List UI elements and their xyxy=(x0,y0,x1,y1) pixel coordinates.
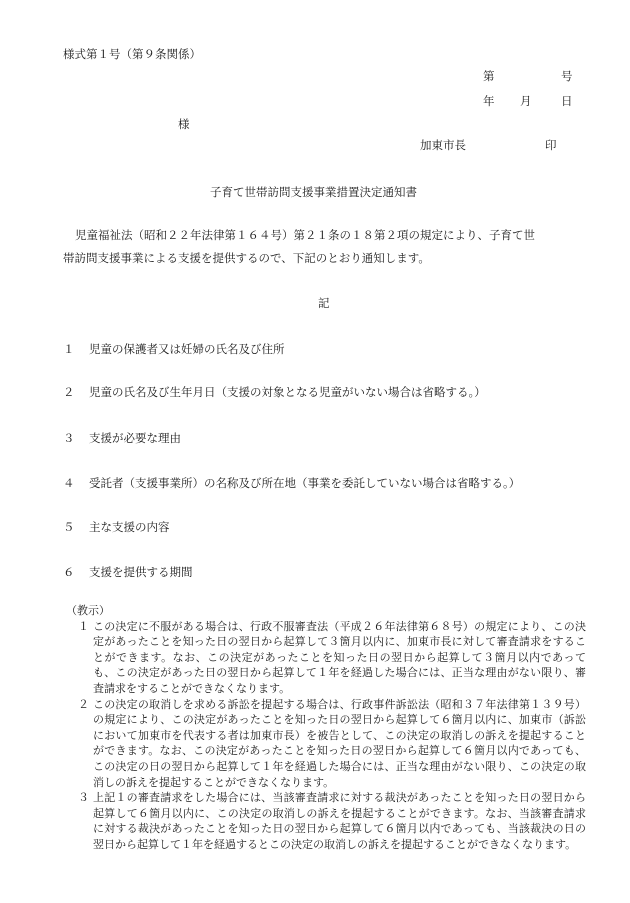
item-text: 支援を提供する期間 xyxy=(89,565,193,579)
document-title: 子育て世帯訪問支援事業措置決定通知書 xyxy=(210,185,417,199)
intro-line-2: 帯訪問支援事業による支援を提供するので、下記のとおり通知します。 xyxy=(63,251,430,265)
item-number: １ xyxy=(63,342,75,356)
item-text: 児童の氏名及び生年月日（支援の対象となる児童がいない場合は省略する。） xyxy=(89,385,486,399)
notes-section xyxy=(66,603,586,853)
date-month: 月 xyxy=(520,94,532,108)
item-number: ６ xyxy=(63,565,75,579)
intro-paragraph xyxy=(63,224,583,270)
form-label: 様式第１号（第９条関係） xyxy=(63,47,201,61)
list-item xyxy=(63,475,520,491)
notes-heading: （教示） xyxy=(66,604,110,617)
date-day: 日 xyxy=(561,94,573,108)
note-item xyxy=(66,619,586,697)
note-number: ３ xyxy=(78,791,89,805)
item-text: 児童の保護者又は妊婦の氏名及び住所 xyxy=(89,342,285,356)
list-item xyxy=(63,430,181,446)
number-go: 号 xyxy=(561,69,573,83)
note-number: １ xyxy=(78,619,89,633)
list-item xyxy=(63,341,285,357)
list-item xyxy=(63,564,193,580)
issuer-seal: 印 xyxy=(545,138,557,152)
note-text: この決定に不服がある場合は、行政不服審査法（平成２６年法律第６８号）の規定により、この決定があったことを知った日の翌日から起算して３箇月以内に、加東市長に対して審査請求をすることができます。なお、この決定があったことを知った日の翌日から起算して３箇月以内であっても、この決定があった日の翌日から起算して１年を経過した場合には、正当な理由がない限り、審査請求をすることができなくなります。 xyxy=(93,619,586,695)
note-item xyxy=(66,697,586,791)
recipient-suffix: 様 xyxy=(178,117,190,131)
note-text: この決定の取消しを求める訴訟を提起する場合は、行政事件訴訟法（昭和３７年法律第１３９号）の規定により、この決定があったことを知った日の翌日から起算して６箇月以内に、加東市（訴訟において加東市を代表する者は加東市長）を被告として、この決定の取消しの訴えを提起することができます。なお、この決定があったことを知った日の翌日から起算して６箇月以内であっても、この決定の日の翌日から起算して１年を経過した場合には、正当な理由がない限り、この決定の取消しの訴えを提起することができなくなります。 xyxy=(93,697,586,789)
number-dai: 第 xyxy=(483,69,495,83)
item-text: 支援が必要な理由 xyxy=(89,431,181,445)
item-text: 主な支援の内容 xyxy=(89,520,170,534)
item-number: ４ xyxy=(63,476,75,490)
item-text: 受託者（支援事業所）の名称及び所在地（事業を委託していない場合は省略する。） xyxy=(89,476,521,490)
note-number: ２ xyxy=(78,697,89,711)
list-item xyxy=(63,384,486,400)
item-number: ５ xyxy=(63,520,75,534)
item-number: ２ xyxy=(63,385,75,399)
ki-heading: 記 xyxy=(318,296,330,310)
note-item xyxy=(66,790,586,852)
list-item xyxy=(63,519,170,535)
intro-line-1: 児童福祉法（昭和２２年法律第１６４号）第２１条の１８第２項の規定により、子育て世 xyxy=(75,228,535,242)
date-year: 年 xyxy=(483,94,495,108)
item-number: ３ xyxy=(63,431,75,445)
issuer-name: 加東市長 xyxy=(420,138,466,152)
note-text: 上記１の審査請求をした場合には、当該審査請求に対する裁決があったことを知った日の翌日から起算して６箇月以内に、この決定の取消しの訴えを提起することができます。なお、当該審査請求に対する裁決があったことを知った日の翌日から起算して６箇月以内であっても、当該裁決の日の翌日から起算して１年を経過するとこの決定の取消しの訴えを提起することができなくなります。 xyxy=(93,791,586,851)
